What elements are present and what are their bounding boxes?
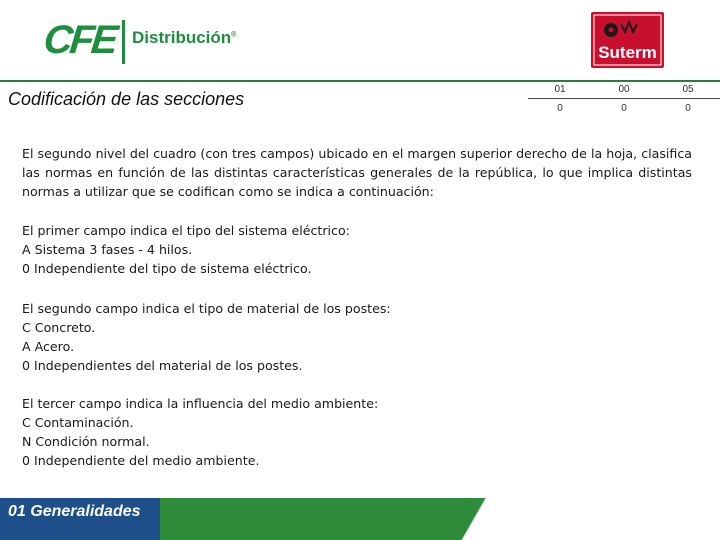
intro-paragraph: El segundo nivel del cuadro (con tres campos) ubicado en el margen superior derecho de la hoja, clasifica las normas en función de las distintas características generales de la república, lo que implica distintas normas a utilizar que se codifican como se indica a continuación: [22,146,692,199]
footer-white-band [462,498,720,540]
field-heading: El segundo campo indica el tipo de material de los postes: [22,301,391,316]
field-item: C Concreto. [22,320,96,335]
logo-divider [122,20,125,64]
suterm-logo [591,12,664,68]
field-block-3 [22,394,622,470]
code-table-row [528,99,720,118]
field-item: N Condición normal. [22,434,150,449]
field-block-2 [22,299,622,375]
code-cell: 05 [656,80,720,99]
cfe-logo-text: CFE [41,18,118,62]
field-item: 0 Independiente del tipo de sistema eléctrico. [22,261,312,276]
field-item: A Sistema 3 fases - 4 hilos. [22,242,193,257]
field-block-1 [22,221,622,278]
cfe-distribucion-logo [41,16,254,66]
code-cell: 0 [621,102,627,114]
code-cell: 01 [528,80,592,99]
footer-label: 01 Generalidades [8,503,141,520]
distribucion-logo-text: Distribución® [132,28,237,47]
field-item: C Contaminación. [22,415,134,430]
gear-icon [604,23,618,37]
field-item: A Acero. [22,339,75,354]
field-heading: El tercer campo indica la influencia del medio ambiente: [22,396,379,411]
field-heading: El primer campo indica el tipo del sistema eléctrico: [22,223,350,238]
code-table-row [528,80,720,99]
code-table [528,80,720,117]
code-cell: 0 [685,102,691,114]
code-cell: 0 [557,102,563,114]
suterm-logo-text: Suterm [598,43,657,62]
field-item: 0 Independientes del material de los postes. [22,358,303,373]
footer-green-band [160,498,486,540]
section-title: Codificación de las secciones [8,89,245,109]
field-item: 0 Independiente del medio ambiente. [22,453,260,468]
code-cell: 00 [592,80,656,99]
